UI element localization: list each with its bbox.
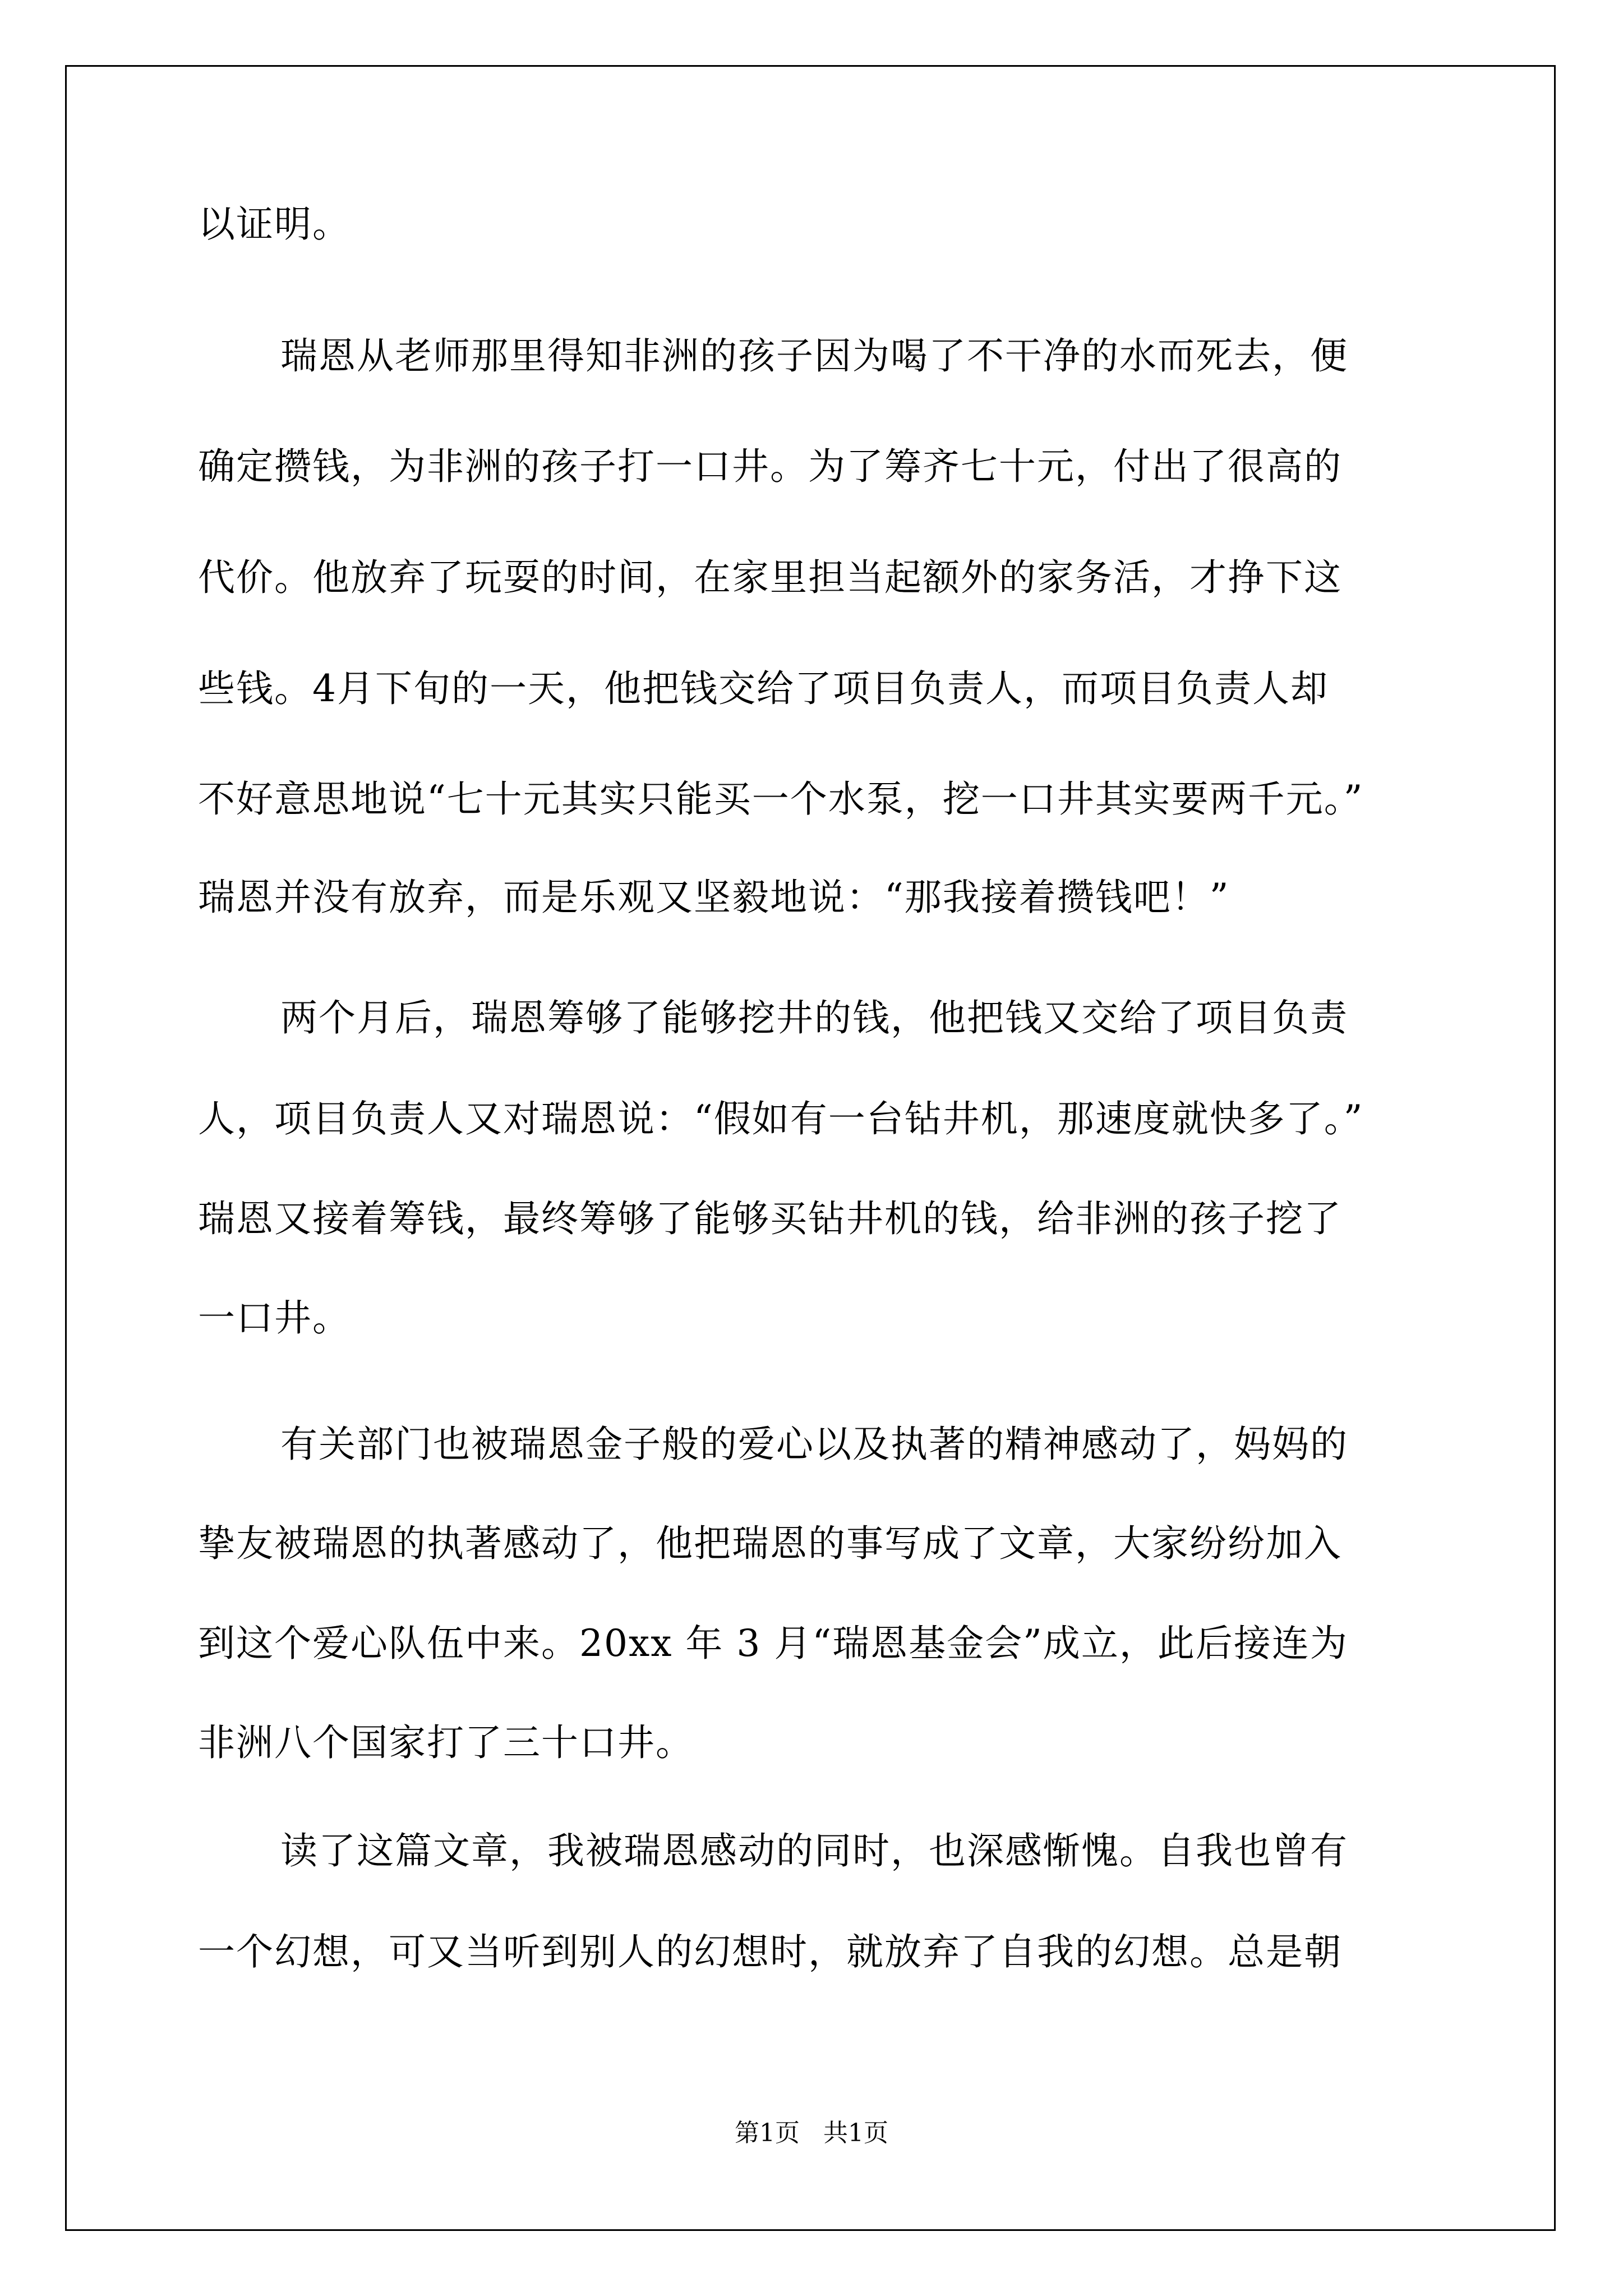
body-text-line: 瑞恩又接着筹钱，最终筹够了能够买钻井机的钱，给非洲的孩子挖了 — [198, 1197, 1342, 1240]
body-text-line: 读了这篇文章，我被瑞恩感动的同时，也深感惭愧。自我也曾有 — [280, 1829, 1348, 1872]
body-text-line: 一个幻想，可又当听到别人的幻想时，就放弃了自我的幻想。总是朝 — [198, 1930, 1342, 1973]
body-text-line: 人，项目负责人又对瑞恩说：“假如有一台钻井机，那速度就快多了。” — [198, 1097, 1364, 1140]
body-text-line: 非洲八个国家打了三十口井。 — [198, 1721, 694, 1764]
body-text-line: 挚友被瑞恩的执著感动了，他把瑞恩的事写成了文章，大家纷纷加入 — [198, 1522, 1342, 1565]
page-number-footer: 第1页 共1页 — [735, 2119, 888, 2147]
body-text-line: 瑞恩并没有放弃，而是乐观又坚毅地说：“那我接着攒钱吧！” — [198, 876, 1230, 919]
body-text-line: 两个月后，瑞恩筹够了能够挖井的钱，他把钱又交给了项目负责 — [280, 996, 1348, 1039]
body-text-line: 瑞恩从老师那里得知非洲的孩子因为喝了不干净的水而死去，便 — [280, 334, 1348, 378]
body-text-line: 些钱。4月下旬的一天，他把钱交给了项目负责人，而项目负责人却 — [198, 667, 1329, 710]
body-text-line: 确定攒钱，为非洲的孩子打一口井。为了筹齐七十元，付出了很高的 — [198, 445, 1342, 488]
body-text-line: 到这个爱心队伍中来。20xx 年 3 月“瑞恩基金会”成立，此后接连为 — [198, 1622, 1348, 1665]
body-text-line: 代价。他放弃了玩耍的时间，在家里担当起额外的家务活，才挣下这 — [198, 556, 1342, 599]
body-text-line: 不好意思地说“七十元其实只能买一个水泵，挖一口井其实要两千元。” — [198, 777, 1364, 821]
body-text-line: 有关部门也被瑞恩金子般的爱心以及执著的精神感动了，妈妈的 — [280, 1423, 1348, 1466]
page-border — [65, 65, 1556, 2231]
body-text-line: 以证明。 — [198, 203, 351, 246]
body-text-line: 一口井。 — [198, 1296, 351, 1340]
